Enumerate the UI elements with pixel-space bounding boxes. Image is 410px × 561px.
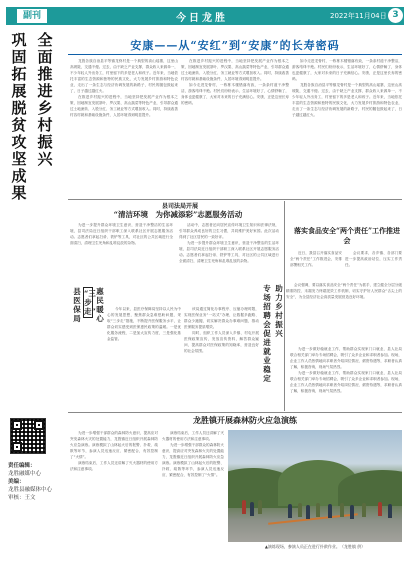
jobs-headline-1: 专场招聘会促进就业稳定 [263,284,271,383]
medical-headline-3: 惠民暖心 [96,287,104,323]
editor-line: 龙胜县融媒体中心 [8,487,53,493]
jobs-body: 为进一步做好稳就业工作，帮助群众实现家门口就业，县人社局联合相关部门举办专场招聘会，吸引了众多企业和求职者参加。现场，企业工作人员热情地向求职者介绍岗位情况、薪资待遇等，求职者认真了解，积极咨询，现场气氛热烈。 为进一步做好稳就业工作，帮助群众实现家门口就业，县人社局联合相关部门举办专场招聘会，吸引了众多企业和求职者参加。现场，企业工作人员热情地向求职者介绍岗位情况、薪资待遇等，求职者认真了解，积极咨询，现场气氛热烈。 [290,347,402,393]
food-column-2: 会议要求，各乡镇、各部门要进一步提高政治站位，压实工作责任。 [345,251,402,267]
section-divider [68,412,402,413]
legal-column-2: 活动中，志愿者还向居民宣传环境卫生知识和法律法规，引导群众养成良好的卫生习惯，共同维护美好家园。此次活动得到了社区居民的一致好评。 为进一步提升群众环境卫生意识，营造干净整洁的生活环境，县司法局近日组织干部职工深入联系社区开展志愿服务活动。志愿者们拿起扫帚、铁铲等工具，对社区的公共区域进行全面清扫，清理卫生死角和乱堆乱放的杂物。 [179,223,279,263]
section-divider [68,199,402,200]
food-headline: 落实食品安全“两个责任”工作推进会 [293,226,401,245]
lead-headline: 安康——从“安红”到“安康”的长寿密码 [130,39,340,52]
editor-line: 美编： [8,479,25,485]
editor-line: 责任编辑： [8,463,36,469]
jobs-headline-2: 助力乡村振兴 [275,284,283,338]
fire-column-2: 演练结束后，工作人员还讲解了灭火器材的使用方法和注意事项。 为进一步增强干部群众的森林防火意识，提高应对突发森林火灾的处置能力，龙胜镇近日组织开展森林防火应急演练。演练模拟了山林起火后的报警、扑救、疏散等环节，参演人员迅速反应、紧密配合，有效控制了“火情”。 [162,431,224,477]
editor-info [8,462,66,502]
page-header [6,7,404,25]
issue-date: 2022年11月04日 [330,12,387,20]
sidebar-headline-1: 巩固拓展脱贫攻坚成果 [11,31,27,202]
food-column-1: 近日，我县召开落实食品安全“两个责任”工作推进会，安排部署相关工作。 [290,251,342,267]
column-divider [284,201,285,411]
qr-code-icon[interactable] [10,418,46,454]
section-tag: 副刊 [16,8,48,24]
legal-kicker: 县司法局开展 [161,203,198,210]
fire-column-1: 为进一步增强干部群众的森林防火意识，提高应对突发森林火灾的处置能力，龙胜镇近日组织开展森林防火应急演练。演练模拟了山林起火后的报警、扑救、疏散等环节，参演人员迅速反应、紧密配合，有效控制了“火情”。 演练结束后，工作人员还讲解了灭火器材的使用方法和注意事项。 [70,431,158,471]
lead-divider [68,54,402,55]
medical-column-2: 该局通过简化办事程序、压缩办理时限，实现医保业务“一站式”办理，让数据多跑路、群众少跑腿，切实解决群众办事难问题，推动医保服务提质增效。 同时，组织工作人员深入乡镇、村屯开展医保政策宣传，发放宣传资料，解答群众疑问，提高群众对医保政策的知晓率，营造良好的社会氛围。 [184,307,259,353]
medical-column-1: 今年以来，县医疗保障局坚持以人民为中心的发展思想，聚焦群众急难愁盼问题，采取“三步走”措施，不断提升医保服务水平，让群众切实感受到医保惠民政策的温暖。一是优化服务流程，二是加大宣传力度，三是强化基金监管。 [107,307,181,341]
editor-line: 龙胜融媒中心 [8,471,42,477]
legal-column-1: 为进一步提升群众环境卫生意识，营造干净整洁的生活环境，县司法局近日组织干部职工深入联系社区开展志愿服务活动。志愿者们拿起扫帚、铁铲等工具，对社区的公共区域进行全面清扫，清理卫生死角和乱堆乱放的杂物。 [70,223,173,245]
fire-headline: 龙胜镇开展森林防火应急演练 [193,415,297,425]
medical-headline-2: “三步走” [84,289,96,316]
sidebar-headline-2: 全面推进乡村振兴 [37,31,53,168]
photo-caption: ▲演练现场，参演人员正在进行扑救作业。（龙胜镇 供） [264,544,366,549]
legal-headline: “清洁环境 为你减添彩”志愿服务活动 [113,210,243,219]
lead-column-2: 在推进乡村振兴的进程中，当地坚持把发展产业作为根本之策，因地制宜发展茶叶、罗汉果、高山蔬菜等特色产业，引导群众通过土地流转、入股分红、务工就业等方式增加收入。同时，持续改善村容村貌和基础设施条件，人居环境得到明显提升。 如今走进龙脊村，一栋栋木楼错落有致，一条条村道干净整洁，游客络绎不绝。村民们纷纷表示，生活环境好了，心情舒畅了，身体也更健康了，大家对未来的日子充满信心。安康，正是这里长寿的密码。 [181,59,289,105]
editor-line: 审核：王文 [8,495,36,501]
paper-name: 今日龙胜 [176,13,228,24]
lead-column-1: 龙胜各族自治县平等镇龙脊村是一个典型的高山瑶寨，这里山高坡陡，交通不便。过去，由于缺乏产业支撑，群众收入来源单一，不少年轻人外出务工，村里留下的多是老人和孩子。近年来，当地依托丰富的生态资源和独特的民族文化，大力发展乡村旅游和特色农业，走出了一条生态与经济协调发展的新路子，村民的腰包鼓起来了，日子越过越红火。 在推进乡村振兴的进程中，当地坚持把发展产业作为根本之策，因地制宜发展茶叶、罗汉果、高山蔬菜等特色产业，引导群众通过土地流转、入股分红、务工就业等方式增加收入。同时，持续改善村容村貌和基础设施条件，人居环境得到明显提升。 [70,59,178,117]
page-number: 3 [388,8,403,23]
lead-column-3: 如今走进龙脊村，一栋栋木楼错落有致，一条条村道干净整洁，游客络绎不绝。村民们纷纷表示，生活环境好了，心情舒畅了，身体也更健康了，大家对未来的日子充满信心。安康，正是这里长寿的密码。 龙胜各族自治县平等镇龙脊村是一个典型的高山瑶寨，这里山高坡陡，交通不便。过去，由于缺乏产业支撑，群众收入来源单一，不少年轻人外出务工，村里留下的多是老人和孩子。近年来，当地依托丰富的生态资源和独特的民族文化，大力发展乡村旅游和特色农业，走出了一条生态与经济协调发展的新路子，村民的腰包鼓起来了，日子越过越红火。 [292,59,402,117]
drill-photo [228,430,402,542]
medical-headline-1: 县医保局 [73,287,81,323]
food-column-3: 会议强调，要以落实食品安全“两个责任”为抓手，建立健全分层分级精准防控、末端发力终端见效工作机制，切实守护好人民群众“舌尖上的安全”，为全县经济社会高质量发展营造良好环境。 [286,283,402,299]
